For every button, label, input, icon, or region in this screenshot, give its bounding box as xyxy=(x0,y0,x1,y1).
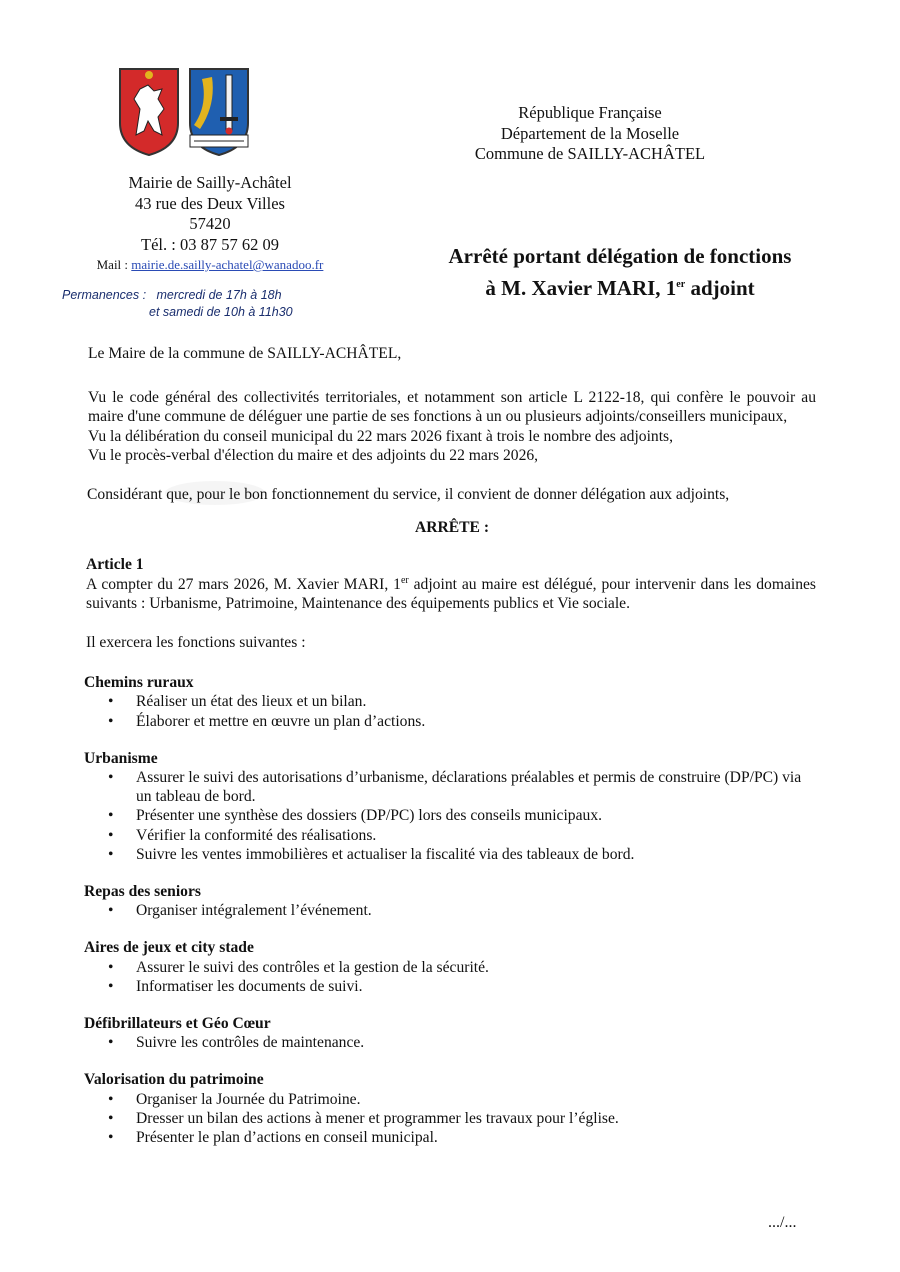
article-title: Article 1 xyxy=(86,556,144,574)
vu-paragraph-1: Vu le code général des collectivités territoriales, et notamment son article L 2122-18, qui confère le pouvoir au maire d'une commune de déléguer une partie de ses fonctions à un ou plusieurs adjoints/conseillers municipaux, xyxy=(88,389,816,426)
fish-sword-crest-icon xyxy=(188,65,250,157)
sections-list xyxy=(84,652,816,1147)
permanences-line2: et samedi de 10h à 11h30 xyxy=(149,305,293,319)
title-line2-pre: à M. Xavier MARI, 1 xyxy=(485,276,677,300)
article-text-pre: A compter du 27 mars 2026, M. Xavier MARI, 1 xyxy=(86,575,401,593)
list-item: • Vérifier la conformité des réalisations. xyxy=(84,826,816,845)
list-item: • Présenter le plan d’actions en conseil municipal. xyxy=(84,1128,816,1147)
section-title: Repas des seniors xyxy=(84,883,201,901)
considerant-text: Considérant que, pour le bon fonctionnement du service, il convient de donner délégation aux adjoints, xyxy=(87,486,730,504)
arrete-heading: ARRÊTE : xyxy=(414,519,490,537)
lion-crest-icon xyxy=(118,65,180,157)
section xyxy=(84,673,816,731)
section xyxy=(84,882,816,920)
list-item: • Présenter une synthèse des dossiers (DP/PC) lors des conseils municipaux. xyxy=(84,806,816,825)
section-title: Urbanisme xyxy=(84,749,158,767)
mairie-phone: Tél. : 03 87 57 62 09 xyxy=(141,234,279,254)
section xyxy=(84,1070,816,1147)
mairie-postcode: 57420 xyxy=(189,214,231,233)
permanences-block xyxy=(62,287,293,321)
section-title: Valorisation du patrimoine xyxy=(84,1071,264,1089)
list-item: • Suivre les ventes immobilières et actualiser la fiscalité via des tableaux de bord. xyxy=(84,845,816,864)
article-text-sup: er xyxy=(400,574,409,586)
department-line: Département de la Moselle xyxy=(500,123,680,143)
vu-paragraph-2: Vu la délibération du conseil municipal du 22 mars 2026 fixant à trois le nombre des adjoints, xyxy=(88,427,674,445)
republic-header xyxy=(430,103,750,165)
republic-line: République Française xyxy=(518,103,662,122)
list-item: • Dresser un bilan des actions à mener et programmer les travaux pour l’église. xyxy=(84,1109,816,1128)
section xyxy=(84,1014,816,1052)
intro-text: Le Maire de la commune de SAILLY-ACHÂTEL, xyxy=(88,345,402,362)
page-title xyxy=(400,240,840,304)
list-item: • Assurer le suivi des autorisations d’urbanisme, déclarations préalables et permis de construire (DP/PC) via un tableau de bord. xyxy=(84,768,816,806)
permanences-label: Permanences : xyxy=(62,288,147,302)
continuation-mark: .../... xyxy=(768,1214,797,1231)
section xyxy=(84,749,816,864)
list-item: • Élaborer et mettre en œuvre un plan d’actions. xyxy=(84,712,816,731)
permanences-line1: mercredi de 17h à 18h xyxy=(156,288,282,302)
section-title: Défibrillateurs et Géo Cœur xyxy=(84,1015,271,1033)
list-item: • Réaliser un état des lieux et un bilan. xyxy=(84,692,816,711)
title-line2-sup: er xyxy=(676,279,686,290)
title-line2 xyxy=(400,272,840,304)
functions-intro: Il exercera les fonctions suivantes : xyxy=(86,634,306,652)
section-title: Chemins ruraux xyxy=(84,674,194,692)
section-title: Aires de jeux et city stade xyxy=(84,939,254,957)
list-item: • Organiser intégralement l’événement. xyxy=(84,901,816,920)
mail-link[interactable]: mairie.de.sailly-achatel@wanadoo.fr xyxy=(131,257,324,272)
mairie-street: 43 rue des Deux Villes xyxy=(135,193,285,213)
section xyxy=(84,938,816,996)
article-text-post: adjoint au maire est délégué, pour intervenir dans les domaines suivants : Urbanisme, Patrimoine, Maintenance des équipements publics et Vie sociale. xyxy=(86,575,816,612)
mail-line xyxy=(70,255,350,276)
mairie-address-block xyxy=(70,173,350,276)
document-body xyxy=(84,344,816,1147)
list-item: • Assurer le suivi des contrôles et la gestion de la sécurité. xyxy=(84,958,816,977)
title-line2-post: adjoint xyxy=(685,276,755,300)
vu-paragraph-3: Vu le procès-verbal d'élection du maire et des adjoints du 22 mars 2026, xyxy=(88,446,539,464)
list-item: • Informatiser les documents de suivi. xyxy=(84,977,816,996)
list-item: • Suivre les contrôles de maintenance. xyxy=(84,1033,816,1052)
mairie-name: Mairie de Sailly-Achâtel xyxy=(128,173,292,192)
mail-label: Mail : xyxy=(96,257,129,272)
title-line1: Arrêté portant délégation de fonctions xyxy=(448,244,792,268)
article-text xyxy=(86,575,816,613)
commune-line: Commune de SAILLY-ACHÂTEL xyxy=(474,144,706,163)
list-item: • Organiser la Journée du Patrimoine. xyxy=(84,1090,816,1109)
